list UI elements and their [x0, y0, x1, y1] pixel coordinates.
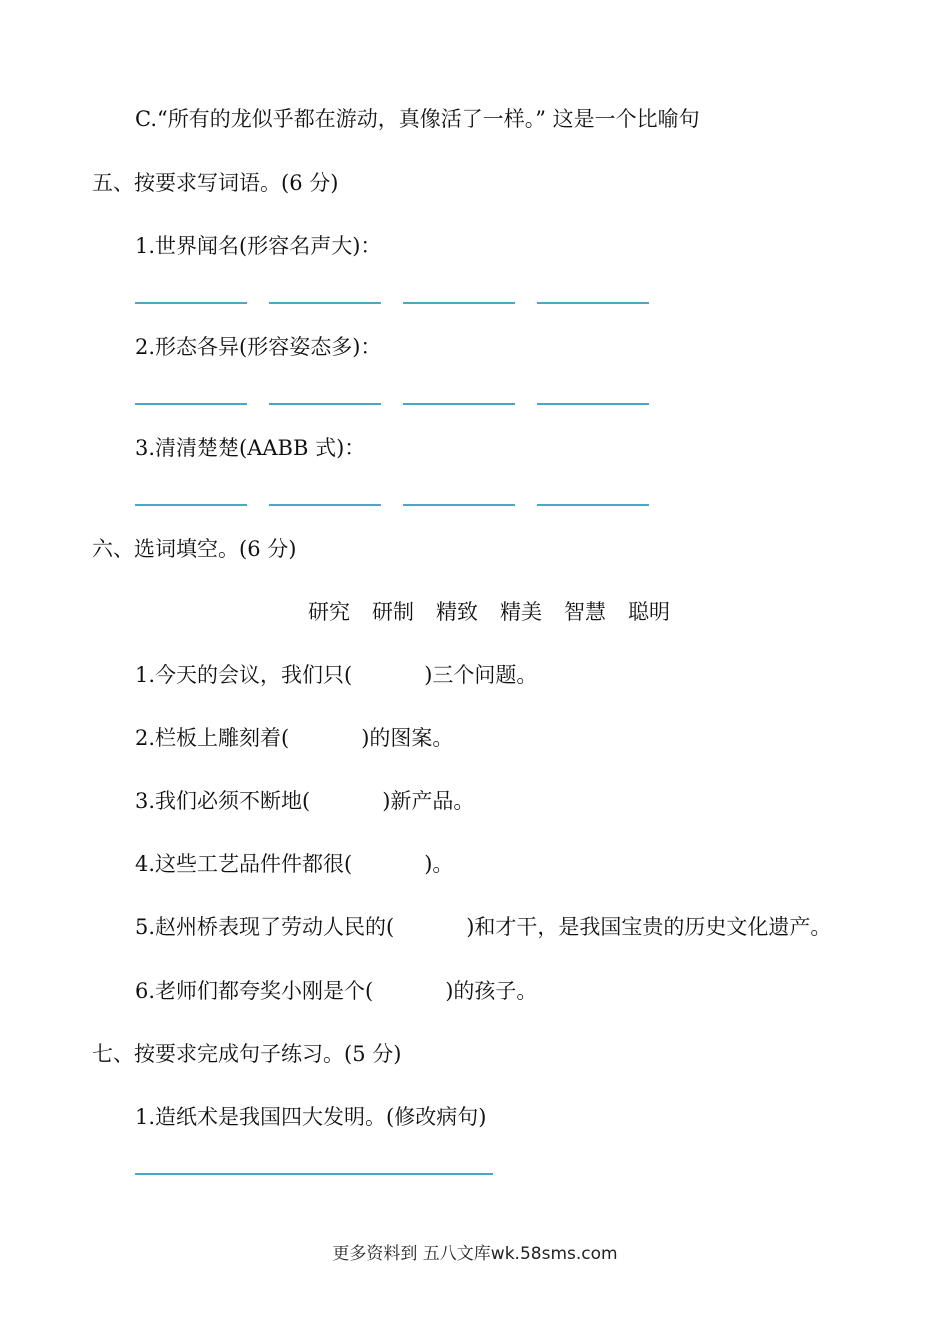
- answer-blank[interactable]: [403, 403, 515, 405]
- word-bank-item: 研究: [308, 600, 350, 624]
- answer-blank[interactable]: [269, 403, 381, 405]
- fill-item-6: [135, 979, 537, 1003]
- fill-item-3: [135, 789, 474, 813]
- word-bank-item: 研制: [372, 600, 414, 624]
- section-5-item-3: 3.清清楚楚(AABB 式)：: [135, 436, 366, 460]
- fill-item-text: )和才干，是我国宝贵的历史文化遗产。: [466, 915, 832, 939]
- answer-blank[interactable]: [537, 403, 649, 405]
- fill-item-4: [135, 852, 453, 876]
- answer-blank[interactable]: [403, 504, 515, 506]
- fill-item-text: )的图案。: [361, 726, 454, 750]
- answer-blank[interactable]: [269, 504, 381, 506]
- fill-item-text: )。: [424, 852, 454, 876]
- answer-blank[interactable]: [403, 302, 515, 304]
- section-5-item-1: 1.世界闻名(形容名声大)：: [135, 234, 382, 258]
- section-5-title: 五、按要求写词语。(6 分): [92, 171, 339, 195]
- section-5-item-2: 2.形态各异(形容姿态多)：: [135, 335, 382, 359]
- fill-item-text: 2.栏板上雕刻着(: [135, 726, 290, 750]
- word-bank-item: 智慧: [564, 600, 606, 624]
- section-6-title: 六、选词填空。(6 分): [92, 537, 297, 561]
- fill-item-text: )三个问题。: [424, 663, 538, 687]
- word-bank-item: 精美: [500, 600, 542, 624]
- fill-item-text: )新产品。: [382, 789, 475, 813]
- section-7-title: 七、按要求完成句子练习。(5 分): [92, 1042, 402, 1066]
- footer-link[interactable]: 更多资料到 五八文库wk.58sms.com: [332, 1244, 618, 1264]
- answer-blank[interactable]: [135, 504, 247, 506]
- fill-item-text: 5.赵州桥表现了劳动人民的(: [135, 915, 395, 939]
- word-bank-item: 精致: [436, 600, 478, 624]
- fill-item-text: 3.我们必须不断地(: [135, 789, 311, 813]
- fill-item-1: [135, 663, 537, 687]
- answer-blank[interactable]: [135, 302, 247, 304]
- fill-item-text: 4.这些工艺品件件都很(: [135, 852, 353, 876]
- fill-item-text: 1.今天的会议，我们只(: [135, 663, 353, 687]
- answer-blank[interactable]: [537, 504, 649, 506]
- answer-blank[interactable]: [269, 302, 381, 304]
- fill-item-text: )的孩子。: [445, 979, 538, 1003]
- answer-blank-long[interactable]: [135, 1173, 493, 1175]
- word-bank: [308, 600, 692, 624]
- fill-item-5: [135, 915, 831, 939]
- section-7-item-1: 1.造纸术是我国四大发明。(修改病句): [135, 1105, 487, 1129]
- fill-item-text: 6.老师们都夸奖小刚是个(: [135, 979, 374, 1003]
- word-bank-item: 聪明: [628, 600, 670, 624]
- answer-blank[interactable]: [135, 403, 247, 405]
- option-c: C.“所有的龙似乎都在游动，真像活了一样。” 这是一个比喻句: [135, 107, 700, 131]
- fill-item-2: [135, 726, 453, 750]
- answer-blank[interactable]: [537, 302, 649, 304]
